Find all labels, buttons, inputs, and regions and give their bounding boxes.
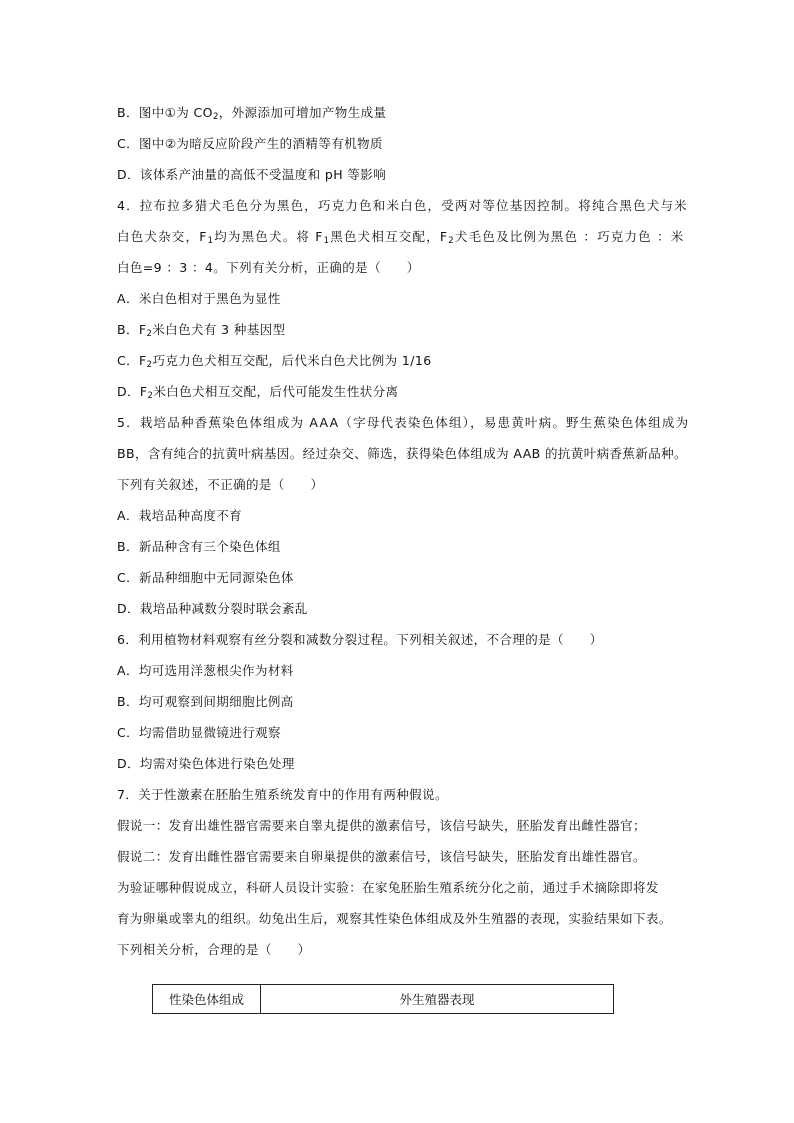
q3-option-c: C．图中②为暗反应阶段产生的酒精等有机物质: [117, 136, 383, 151]
q3-option-d: D．该体系产油量的高低不受温度和 pH 等影响: [117, 167, 387, 182]
q5-option-c: C．新品种细胞中无同源染色体: [117, 570, 294, 585]
q4-option-c: C．$F_2$巧克力色犬相互交配，后代米白色犬比例为 1/16: [117, 353, 432, 370]
q4-stem-line-3: 白色=9 ：3 ：4。下列有关分析，正确的是（ ）: [117, 260, 420, 275]
results-table-header: [152, 984, 614, 1014]
q4-option-a: A．米白色相对于黑色为显性: [117, 291, 281, 306]
q6-option-c: C．均需借助显微镜进行观察: [117, 725, 281, 740]
q4-option-d: D．$F_2$米白色犬相互交配，后代可能发生性状分离: [117, 384, 399, 401]
q4-option-b: B．$F_2$米白色犬有 3 种基因型: [117, 322, 286, 339]
table-header-genitalia: 外生殖器表现: [399, 992, 475, 1007]
q3-option-b: B．图中①为 $CO_2$，外源添加可增加产物生成量: [117, 105, 387, 122]
q5-stem-line-2: BB，含有纯合的抗黄叶病基因。经过杂交、筛选，获得染色体组成为 AAB 的抗黄叶病香蕉新品种。: [117, 446, 687, 461]
q4-stem-line-2: 白色犬杂交，$F_1$均为黑色犬。将 $F_1$黑色犬相互交配，$F_2$犬毛色及比例为黑色 ：巧克力色 ：米: [117, 229, 685, 246]
q7-hypothesis-2: 假说二：发育出雌性器官需要来自卵巢提供的激素信号，该信号缺失，胚胎发育出雄性器官。: [117, 849, 646, 864]
q7-experiment-line-1: 为验证哪种假说成立，科研人员设计实验：在家兔胚胎生殖系统分化之前，通过手术摘除即将发: [117, 880, 659, 895]
q6-option-d: D．均需对染色体进行染色处理: [117, 756, 295, 771]
q7-stem: 7．关于性激素在胚胎生殖系统发育中的作用有两种假说。: [117, 787, 448, 802]
q7-question: 下列相关分析，合理的是（ ）: [117, 942, 311, 957]
table-header-chromosome: 性染色体组成: [153, 985, 261, 1013]
q7-hypothesis-1: 假说一：发育出雄性器官需要来自睾丸提供的激素信号，该信号缺失，胚胎发育出雌性器官；: [117, 818, 646, 833]
q7-experiment-line-2: 育为卵巢或睾丸的组织。幼兔出生后，观察其性染色体组成及外生殖器的表现，实验结果如下表。: [117, 911, 672, 926]
q5-option-b: B．新品种含有三个染色体组: [117, 539, 281, 554]
q5-stem-line-1: 5．栽培品种香蕉染色体组成为 AAA（字母代表染色体组），易患黄叶病。野生蕉染色体组成为: [117, 415, 690, 430]
q6-option-a: A．均可选用洋葱根尖作为材料: [117, 663, 294, 678]
q6-stem: 6．利用植物材料观察有丝分裂和减数分裂过程。下列相关叙述，不合理的是（ ）: [117, 632, 603, 647]
q5-option-a: A．栽培品种高度不育: [117, 508, 243, 523]
q5-stem-line-3: 下列有关叙述，不正确的是（ ）: [117, 477, 324, 492]
q6-option-b: B．均可观察到间期细胞比例高: [117, 694, 294, 709]
q5-option-d: D．栽培品种减数分裂时联会紊乱: [117, 601, 308, 616]
q4-stem-line-1: 4．拉布拉多猎犬毛色分为黑色，巧克力色和米白色，受两对等位基因控制。将纯合黑色犬与米: [117, 198, 688, 213]
